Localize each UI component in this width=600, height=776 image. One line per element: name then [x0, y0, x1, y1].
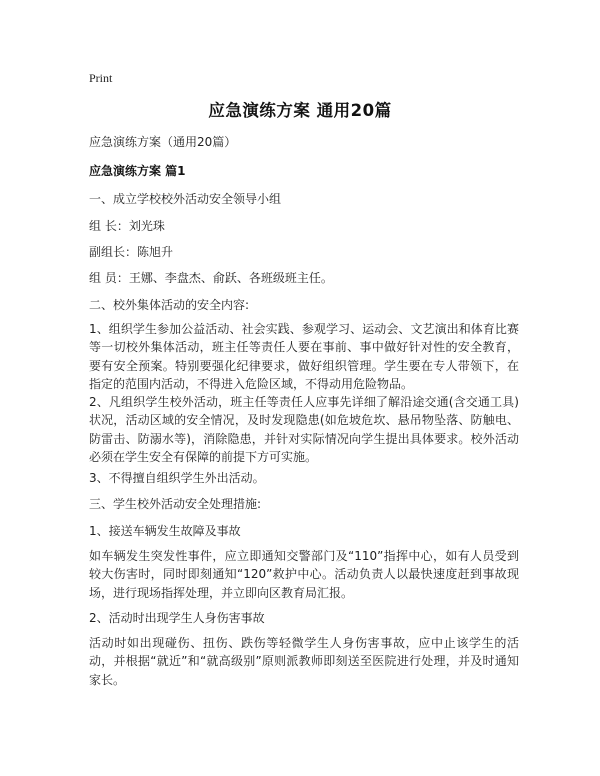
team-leader: 组 长：刘光珠 [89, 219, 165, 233]
team-members: 组 员：王娜、李盘杰、俞跃、各班级班主任。 [89, 271, 333, 285]
subheading-injury-accident: 2、活动时出现学生人身伤害事故 [89, 611, 265, 625]
subheading-vehicle-accident: 1、接送车辆发生故障及事故 [89, 524, 241, 538]
document-subtitle: 应急演练方案（通用20篇） [89, 135, 237, 149]
deputy-leader: 副组长：陈旭升 [89, 245, 174, 259]
heading-leadership-group: 一、成立学校校外活动安全领导小组 [89, 192, 282, 206]
paragraph-item-2: 2、凡组织学生校外活动，班主任等责任人应事先详细了解沿途交通(含交通工具)状况，活动区域的安全情况，及时发现隐患(如危坡危坎、悬吊物坠落、防触电、防雷击、防溺水等)，消除隐患，并针对实际情况向学生提出具体要求。校外活动必须在学生安全有保障的前提下方可实施。 [89, 395, 519, 464]
paragraph-vehicle-accident: 如车辆发生突发性事件，应立即通知交警部门及“110”指挥中心，如有人员受到较大伤害时，同时即刻通知“120”救护中心。活动负责人以最快速度赶到事故现场，进行现场指挥处理，并立即向区教育局汇报。 [89, 549, 519, 600]
heading-handling-measures: 三、学生校外活动安全处理措施: [89, 497, 262, 511]
section-heading: 应急演练方案 篇1 [89, 164, 186, 178]
page-title: 应急演练方案 通用20篇 [208, 101, 392, 120]
paragraph-item-1: 1、组织学生参加公益活动、社会实践、参观学习、运动会、文艺演出和体育比赛等一切校外集体活动，班主任等责任人要在事前、事中做好针对性的安全教育，要有安全预案。特别要强化纪律要求，做好组织管理。学生要在专人带领下，在指定的范围内活动，不得进入危险区域，不得动用危险物品。 [89, 322, 519, 391]
paragraph-injury-accident: 活动时如出现碰伤、扭伤、跌伤等轻微学生人身伤害事故，应中止该学生的活动，并根据“就近”和“就高级别”原则派教师即刻送至医院进行处理，并及时通知家长。 [89, 636, 519, 687]
print-label[interactable]: Print [89, 71, 113, 85]
heading-safety-content: 二、校外集体活动的安全内容: [89, 298, 250, 312]
item-3-no-unauthorized: 3、不得擅自组织学生外出活动。 [89, 471, 265, 485]
